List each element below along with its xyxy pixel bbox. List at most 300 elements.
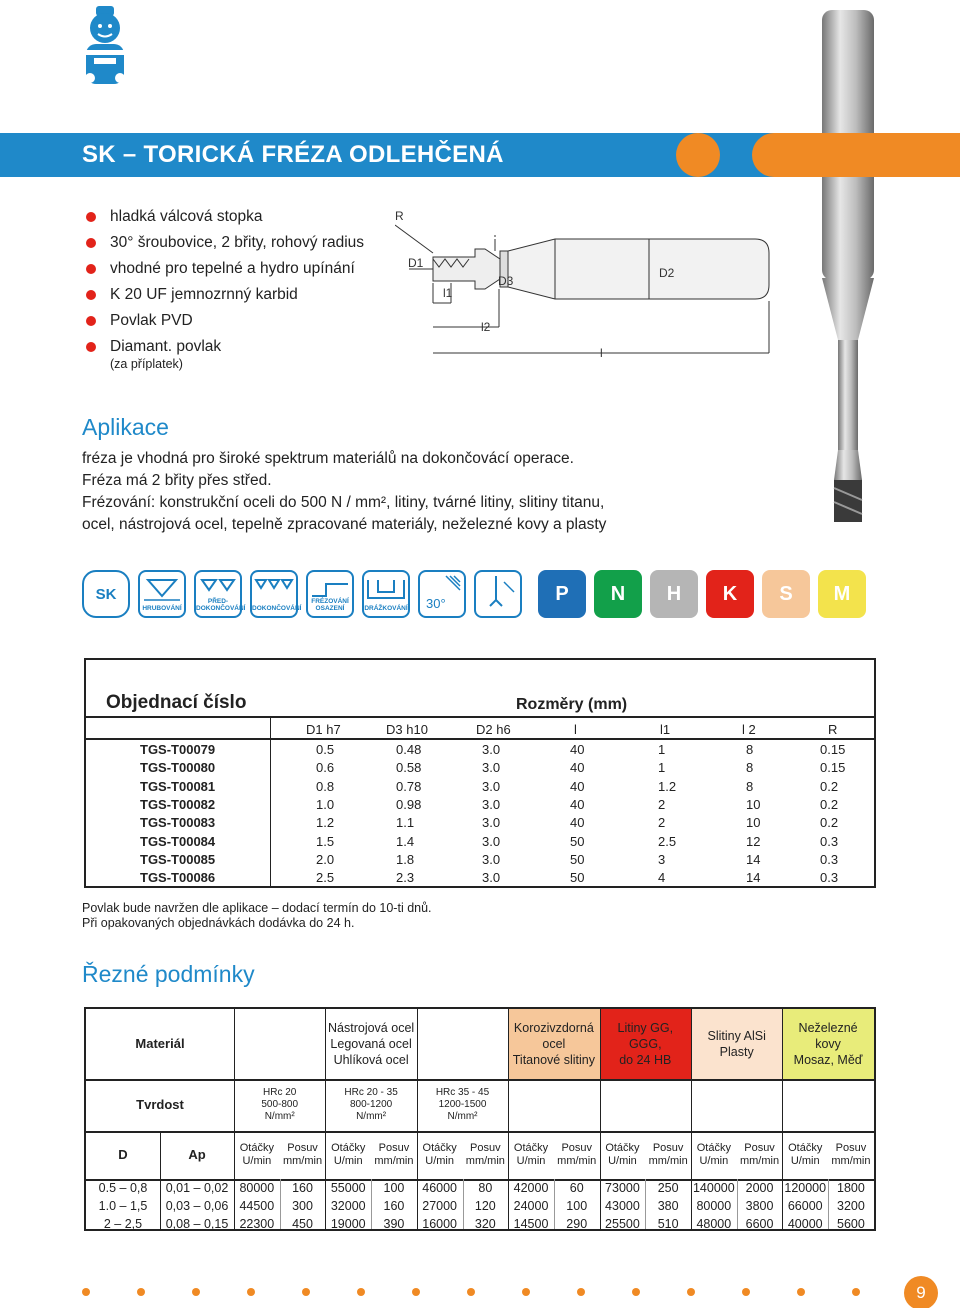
order-code: TGS-T00084: [140, 833, 216, 849]
decorative-dot: [357, 1288, 365, 1296]
label-d3: D3: [498, 274, 514, 288]
feed-header: [554, 1131, 600, 1179]
speed-value: 43000: [605, 1199, 640, 1213]
feed-value: 450: [292, 1217, 313, 1231]
speed-value: 140000: [692, 1181, 735, 1195]
feature-item: Povlak PVD: [86, 310, 364, 336]
speed-header: [782, 1131, 828, 1179]
speed-value: 24000: [513, 1199, 549, 1213]
hardness-line: 1200-1500: [438, 1099, 487, 1110]
cell-d3: 0.98: [396, 796, 422, 812]
finishing-label: DOKONČOVÁNÍ: [252, 605, 302, 612]
hardness-label: Tvrdost: [136, 1097, 184, 1112]
cell-d1: 0.8: [316, 778, 335, 794]
table-row: [86, 815, 874, 833]
shoulder-label-1: FRÉZOVÁNÍ: [311, 598, 349, 605]
ap-range: 0,01 – 0,02: [165, 1181, 229, 1195]
cell-l: 40: [570, 796, 585, 812]
material-group-line: Uhlíková ocel: [333, 1053, 409, 1067]
feature-item: hladká válcová stopka: [86, 206, 364, 232]
col-d1: D1 h7: [306, 722, 341, 737]
cell-l1: 1: [658, 742, 666, 757]
sub-header-line: Posuv: [652, 1142, 684, 1154]
order-code: TGS-T00080: [140, 760, 216, 776]
sub-header-line: Otáčky: [239, 1142, 274, 1154]
sub-header-line: U/min: [242, 1155, 272, 1167]
dimensions-heading: Rozměry (mm): [516, 696, 628, 713]
material-m-label: M: [833, 583, 851, 605]
hardness-line: HRc 20: [263, 1087, 297, 1098]
speed-value: 40000: [787, 1217, 823, 1231]
grid-line: [371, 1179, 372, 1229]
sub-header-line: mm/min: [739, 1155, 780, 1167]
sub-header-line: mm/min: [557, 1155, 597, 1167]
hardness-value: [417, 1079, 508, 1131]
decorative-dot: [247, 1288, 255, 1296]
material-k-label: K: [722, 583, 738, 605]
speed-value: 14500: [513, 1217, 549, 1231]
decorative-dot: [632, 1288, 640, 1296]
feed-value: 80: [478, 1181, 493, 1195]
speed-value: 25500: [605, 1217, 640, 1231]
speed-value: 32000: [330, 1199, 366, 1213]
sub-header-line: U/min: [425, 1155, 454, 1167]
decorative-dot: [82, 1288, 90, 1296]
material-group-line: ocel: [542, 1037, 566, 1051]
cell-d2: 3.0: [482, 870, 501, 886]
order-code: TGS-T00082: [140, 796, 216, 812]
table-divider: [270, 716, 271, 886]
material-label: Materiál: [135, 1036, 185, 1051]
label-d1: D1: [408, 256, 424, 270]
grid-line: [554, 1179, 555, 1229]
material-n-label: N: [610, 583, 626, 605]
shoulder-milling-icon: [306, 570, 354, 618]
cell-d2: 3.0: [482, 760, 501, 776]
sub-header-line: mm/min: [282, 1155, 323, 1167]
sub-header-line: Posuv: [287, 1142, 318, 1154]
cell-l: 50: [570, 833, 585, 849]
speed-value: 66000: [787, 1199, 823, 1213]
feed-value: 2000: [745, 1181, 774, 1195]
cell-l: 40: [570, 760, 585, 776]
material-h-badge: [650, 570, 698, 618]
grid-line: [86, 1131, 874, 1133]
order-number-heading: Objednací číslo: [106, 692, 247, 713]
cell-d3: 2.3: [396, 870, 415, 886]
col-l1: l1: [660, 722, 671, 737]
material-s-label: S: [779, 583, 793, 605]
cell-d1: 2.0: [316, 851, 335, 867]
feed-value: 1800: [837, 1181, 865, 1195]
speed-value: 55000: [330, 1181, 366, 1195]
material-k-badge: [706, 570, 754, 618]
feed-value: 250: [657, 1181, 679, 1195]
cell-l: 50: [570, 851, 585, 867]
cell-d1: 0.6: [316, 760, 335, 776]
feed-value: 100: [383, 1181, 405, 1195]
material-group-line: Titanové slitiny: [512, 1053, 595, 1067]
roughing-label: HRUBOVÁNÍ: [142, 605, 182, 612]
grid-line: [508, 1009, 509, 1229]
material-group-line: Neželezné: [798, 1021, 858, 1035]
feature-list: [86, 206, 364, 362]
cell-d1: 1.2: [316, 815, 335, 831]
material-m-badge: [818, 570, 866, 618]
material-group-header: [782, 1009, 873, 1079]
grid-line: [86, 1179, 874, 1181]
grid-line: [160, 1131, 161, 1229]
speed-value: 48000: [696, 1217, 732, 1231]
sub-header-line: Otáčky: [331, 1142, 366, 1154]
cutting-table: [84, 1007, 876, 1231]
speed-header: [600, 1131, 646, 1179]
col-d3: D3 h10: [386, 722, 428, 737]
cell-d3: 0.78: [396, 778, 422, 794]
feed-header: [463, 1131, 509, 1179]
diameter-range: 0.5 – 0,8: [98, 1181, 148, 1195]
cell-l2: 14: [746, 870, 761, 886]
feed-value: 6600: [745, 1217, 774, 1231]
grid-line: [782, 1009, 783, 1229]
material-group-line: Korozivzdorná: [513, 1021, 594, 1035]
cell-r: 0.3: [820, 870, 839, 886]
speed-header: [691, 1131, 737, 1179]
sub-header-line: U/min: [516, 1155, 546, 1167]
cell-d2: 3.0: [482, 742, 501, 757]
d-label: D: [118, 1147, 128, 1162]
cell-d3: 1.4: [396, 833, 415, 849]
cell-d1: 1.5: [316, 833, 335, 849]
cell-r: 0.2: [820, 778, 839, 794]
sub-header-line: U/min: [790, 1155, 820, 1167]
feature-item: 30° šroubovice, 2 břity, rohový radius: [86, 232, 364, 258]
grid-line: [737, 1179, 738, 1229]
label-l: l: [600, 346, 603, 360]
material-group-line: Nástrojová ocel: [328, 1021, 415, 1035]
grid-line: [280, 1179, 281, 1229]
material-group-line: do 24 HB: [619, 1053, 672, 1067]
col-l: l: [574, 722, 577, 737]
slotting-icon: [362, 570, 410, 618]
sub-header-line: Otáčky: [788, 1142, 823, 1154]
speed-value: 16000: [422, 1217, 458, 1231]
grid-line: [600, 1009, 601, 1229]
speed-value: 27000: [422, 1199, 458, 1213]
cell-r: 0.15: [820, 742, 846, 757]
helix-angle-label: 30°: [426, 596, 446, 611]
cell-d1: 1.0: [316, 796, 335, 812]
table-row: [86, 797, 874, 815]
col-d2: D2 h6: [476, 722, 511, 737]
speed-value: 46000: [422, 1181, 458, 1195]
cell-r: 0.2: [820, 815, 839, 831]
ap-label: Ap: [188, 1147, 206, 1162]
cell-d3: 0.58: [396, 760, 422, 776]
order-code: TGS-T00086: [140, 870, 216, 886]
cell-l2: 8: [746, 778, 754, 794]
cutting-heading: Řezné podmínky: [82, 961, 255, 987]
feed-value: 390: [383, 1217, 405, 1231]
tool-drawing: [395, 205, 785, 365]
cell-l2: 8: [746, 760, 754, 776]
material-group-header: [691, 1009, 782, 1079]
cell-d2: 3.0: [482, 778, 501, 794]
grid-line: [645, 1179, 646, 1229]
footnote-line: Při opakovaných objednávkách dodávka do 24 h.: [82, 916, 355, 930]
feature-note: (za příplatek): [110, 357, 183, 371]
cell-r: 0.3: [820, 851, 839, 867]
sub-header-line: Otáčky: [605, 1142, 640, 1154]
sub-header-line: Posuv: [470, 1142, 501, 1154]
material-group-header: [508, 1009, 599, 1079]
table-row: [86, 870, 874, 888]
table-row: [86, 760, 874, 778]
cell-d2: 3.0: [482, 833, 501, 849]
shoulder-label-2: OSAZENÍ: [315, 605, 345, 612]
cell-d1: 0.5: [316, 742, 335, 757]
finishing-icon: [250, 570, 302, 618]
feed-value: 120: [474, 1199, 496, 1213]
feature-item: vhodné pro tepelné a hydro upínání: [86, 258, 364, 284]
hardness-line: 800-1200: [349, 1099, 393, 1110]
cell-l1: 1: [658, 760, 666, 776]
sub-header-line: Posuv: [744, 1142, 775, 1154]
material-group-line: Plasty: [719, 1045, 754, 1059]
decorative-dot: [687, 1288, 695, 1296]
sub-header-line: Posuv: [561, 1142, 593, 1154]
slotting-label: DRÁŽKOVÁNÍ: [364, 605, 408, 612]
feed-value: 510: [657, 1217, 679, 1231]
feed-value: 3800: [745, 1199, 774, 1213]
hardness-value: [234, 1079, 325, 1131]
decorative-bar: [752, 133, 960, 177]
grid-line: [691, 1009, 692, 1229]
feed-value: 380: [657, 1199, 679, 1213]
material-group-line: Slitiny AlSi: [707, 1029, 766, 1043]
material-n-badge: [594, 570, 642, 618]
dimensions-header-row: [86, 716, 874, 740]
grid-line: [325, 1009, 326, 1229]
cell-d3: 1.8: [396, 851, 415, 867]
pre-finishing-label: [196, 598, 246, 612]
ap-range: 0,03 – 0,06: [165, 1199, 229, 1213]
diameter-range: 1.0 – 1,5: [98, 1199, 148, 1213]
label-d2: D2: [659, 266, 675, 280]
material-s-badge: [762, 570, 810, 618]
dimensions-table: [84, 658, 876, 888]
sub-header-line: Otáčky: [422, 1142, 457, 1154]
pre-finishing-label-1: PŘED-: [207, 598, 229, 605]
cell-l: 40: [570, 815, 585, 831]
footnote-line: Povlak bude navržen dle aplikace – dodací termín do 10-ti dnů.: [82, 901, 432, 915]
sk-label: SK: [95, 586, 117, 603]
feed-value: 160: [383, 1199, 405, 1213]
speed-header: [325, 1131, 371, 1179]
application-line: ocel, nástrojová ocel, tepelně zpracované materiály, neželezné kovy a plasty: [82, 516, 607, 533]
decorative-dot: [192, 1288, 200, 1296]
ap-range: 0,08 – 0,15: [165, 1217, 229, 1231]
decorative-dot: [797, 1288, 805, 1296]
decorative-dot: [852, 1288, 860, 1296]
hardness-line: 500-800: [261, 1099, 299, 1110]
hardness-value: [325, 1079, 416, 1131]
feed-header: [737, 1131, 783, 1179]
cell-d3: 1.1: [396, 815, 415, 831]
hardness-line: N/mm²: [447, 1111, 478, 1122]
speed-header: [508, 1131, 554, 1179]
speed-value: 73000: [605, 1181, 640, 1195]
feed-header: [645, 1131, 691, 1179]
plunge-icon: [474, 570, 522, 618]
material-group-header: [600, 1009, 691, 1079]
feature-item: Diamant. povlak: [86, 336, 364, 362]
cell-l1: 2: [658, 796, 666, 812]
feed-value: 290: [566, 1217, 588, 1231]
sub-header-line: Otáčky: [513, 1142, 549, 1154]
feed-header: [828, 1131, 874, 1179]
page-number: 9: [904, 1276, 938, 1308]
feed-value: 300: [292, 1199, 313, 1213]
cell-l2: 10: [746, 796, 761, 812]
application-line: Frézování: konstrukční oceli do 500 N / mm², litiny, tvárné litiny, slitiny titanu,: [82, 494, 605, 511]
company-logo: [80, 6, 130, 86]
col-l2: l 2: [742, 722, 756, 737]
cell-r: 0.2: [820, 796, 839, 812]
feed-value: 160: [292, 1181, 313, 1195]
grid-line: [234, 1009, 235, 1229]
sub-header-line: U/min: [608, 1155, 637, 1167]
speed-value: 80000: [239, 1181, 275, 1195]
hardness-line: HRc 20 - 35: [344, 1087, 398, 1098]
hardness-line: N/mm²: [356, 1111, 387, 1122]
table-row: [86, 742, 874, 760]
cell-r: 0.3: [820, 833, 839, 849]
decorative-dot: [412, 1288, 420, 1296]
order-code: TGS-T00083: [140, 815, 216, 831]
cell-l2: 14: [746, 851, 761, 867]
speed-header: [234, 1131, 280, 1179]
pre-finishing-label-2: DOKONČOVÁNÍ: [196, 605, 246, 612]
grid-line: [828, 1179, 829, 1229]
decorative-dot: [577, 1288, 585, 1296]
decorative-dot: [467, 1288, 475, 1296]
feed-value: 100: [566, 1199, 588, 1213]
sk-icon: [82, 570, 130, 618]
cell-l2: 12: [746, 833, 761, 849]
speed-value: 22300: [239, 1217, 275, 1231]
order-code: TGS-T00085: [140, 851, 216, 867]
decorative-dot: [137, 1288, 145, 1296]
cell-l1: 4: [658, 870, 666, 886]
feed-header: [371, 1131, 417, 1179]
cell-r: 0.15: [820, 760, 846, 776]
sub-header-line: mm/min: [374, 1155, 414, 1167]
cell-l2: 8: [746, 742, 754, 757]
cell-d2: 3.0: [482, 851, 501, 867]
material-group-line: Mosaz, Měď: [793, 1053, 863, 1067]
cell-l1: 3: [658, 851, 666, 867]
material-group-line: kovy: [815, 1037, 841, 1051]
feed-value: 3200: [837, 1199, 865, 1213]
cell-d2: 3.0: [482, 815, 501, 831]
application-line: fréza je vhodná pro široké spektrum materiálů na dokončovácí operace.: [82, 450, 574, 467]
order-code: TGS-T00081: [140, 778, 216, 794]
table-row: [86, 779, 874, 797]
sub-header-line: Posuv: [378, 1142, 410, 1154]
application-text: [82, 448, 802, 536]
sub-header-line: Otáčky: [696, 1142, 731, 1154]
cell-d1: 2.5: [316, 870, 335, 886]
material-group-header: [234, 1009, 508, 1079]
cell-d2: 3.0: [482, 796, 501, 812]
roughing-icon: [138, 570, 186, 618]
material-h-label: H: [666, 583, 682, 605]
material-group-line: Legovaná ocel: [330, 1037, 412, 1051]
cell-d3: 0.48: [396, 742, 422, 757]
material-group-line: GGG,: [628, 1037, 662, 1051]
cell-l: 50: [570, 870, 585, 886]
label-l2: l2: [481, 320, 491, 334]
feed-header: [280, 1131, 326, 1179]
pre-finishing-icon: [194, 570, 246, 618]
sub-header-line: mm/min: [648, 1155, 688, 1167]
page-title: SK – TORICKÁ FRÉZA ODLEHČENÁ: [82, 141, 504, 168]
sub-header-line: Posuv: [835, 1142, 867, 1154]
speed-value: 80000: [696, 1199, 732, 1213]
material-p-label: P: [555, 583, 569, 605]
decorative-dot: [302, 1288, 310, 1296]
label-l1: l1: [443, 286, 453, 300]
speed-value: 44500: [239, 1199, 275, 1213]
feed-value: 5600: [837, 1217, 865, 1231]
sub-header-line: U/min: [333, 1155, 363, 1167]
decorative-dot: [742, 1288, 750, 1296]
application-line: Fréza má 2 břity přes střed.: [82, 472, 272, 489]
sub-header-line: U/min: [699, 1155, 729, 1167]
feed-value: 60: [569, 1181, 584, 1195]
order-code: TGS-T00079: [140, 742, 216, 757]
material-p-badge: [538, 570, 586, 618]
cell-l1: 2: [658, 815, 666, 831]
cell-l: 40: [570, 778, 585, 794]
grid-line: [86, 1079, 874, 1081]
tool-photo: [818, 10, 878, 528]
table-row: [86, 852, 874, 870]
feature-item: K 20 UF jemnozrnný karbid: [86, 284, 364, 310]
decorative-dot: [676, 133, 720, 177]
diameter-range: 2 – 2,5: [103, 1217, 143, 1231]
label-r: R: [395, 209, 404, 223]
speed-value: 120000: [784, 1181, 827, 1195]
grid-line: [417, 1009, 418, 1229]
col-r: R: [828, 722, 838, 737]
material-group-line: Litiny GG,: [617, 1021, 674, 1035]
application-heading: Aplikace: [82, 414, 169, 440]
hardness-line: HRc 35 - 45: [435, 1087, 490, 1098]
sub-header-line: mm/min: [465, 1155, 505, 1167]
speed-value: 42000: [513, 1181, 549, 1195]
cell-l1: 2.5: [658, 833, 677, 849]
speed-value: 19000: [330, 1217, 366, 1231]
grid-line: [463, 1179, 464, 1229]
cell-l2: 10: [746, 815, 761, 831]
footnote: [82, 901, 432, 931]
feed-value: 320: [474, 1217, 496, 1231]
cell-l1: 1.2: [658, 778, 677, 794]
decorative-dot: [522, 1288, 530, 1296]
table-row: [86, 834, 874, 852]
